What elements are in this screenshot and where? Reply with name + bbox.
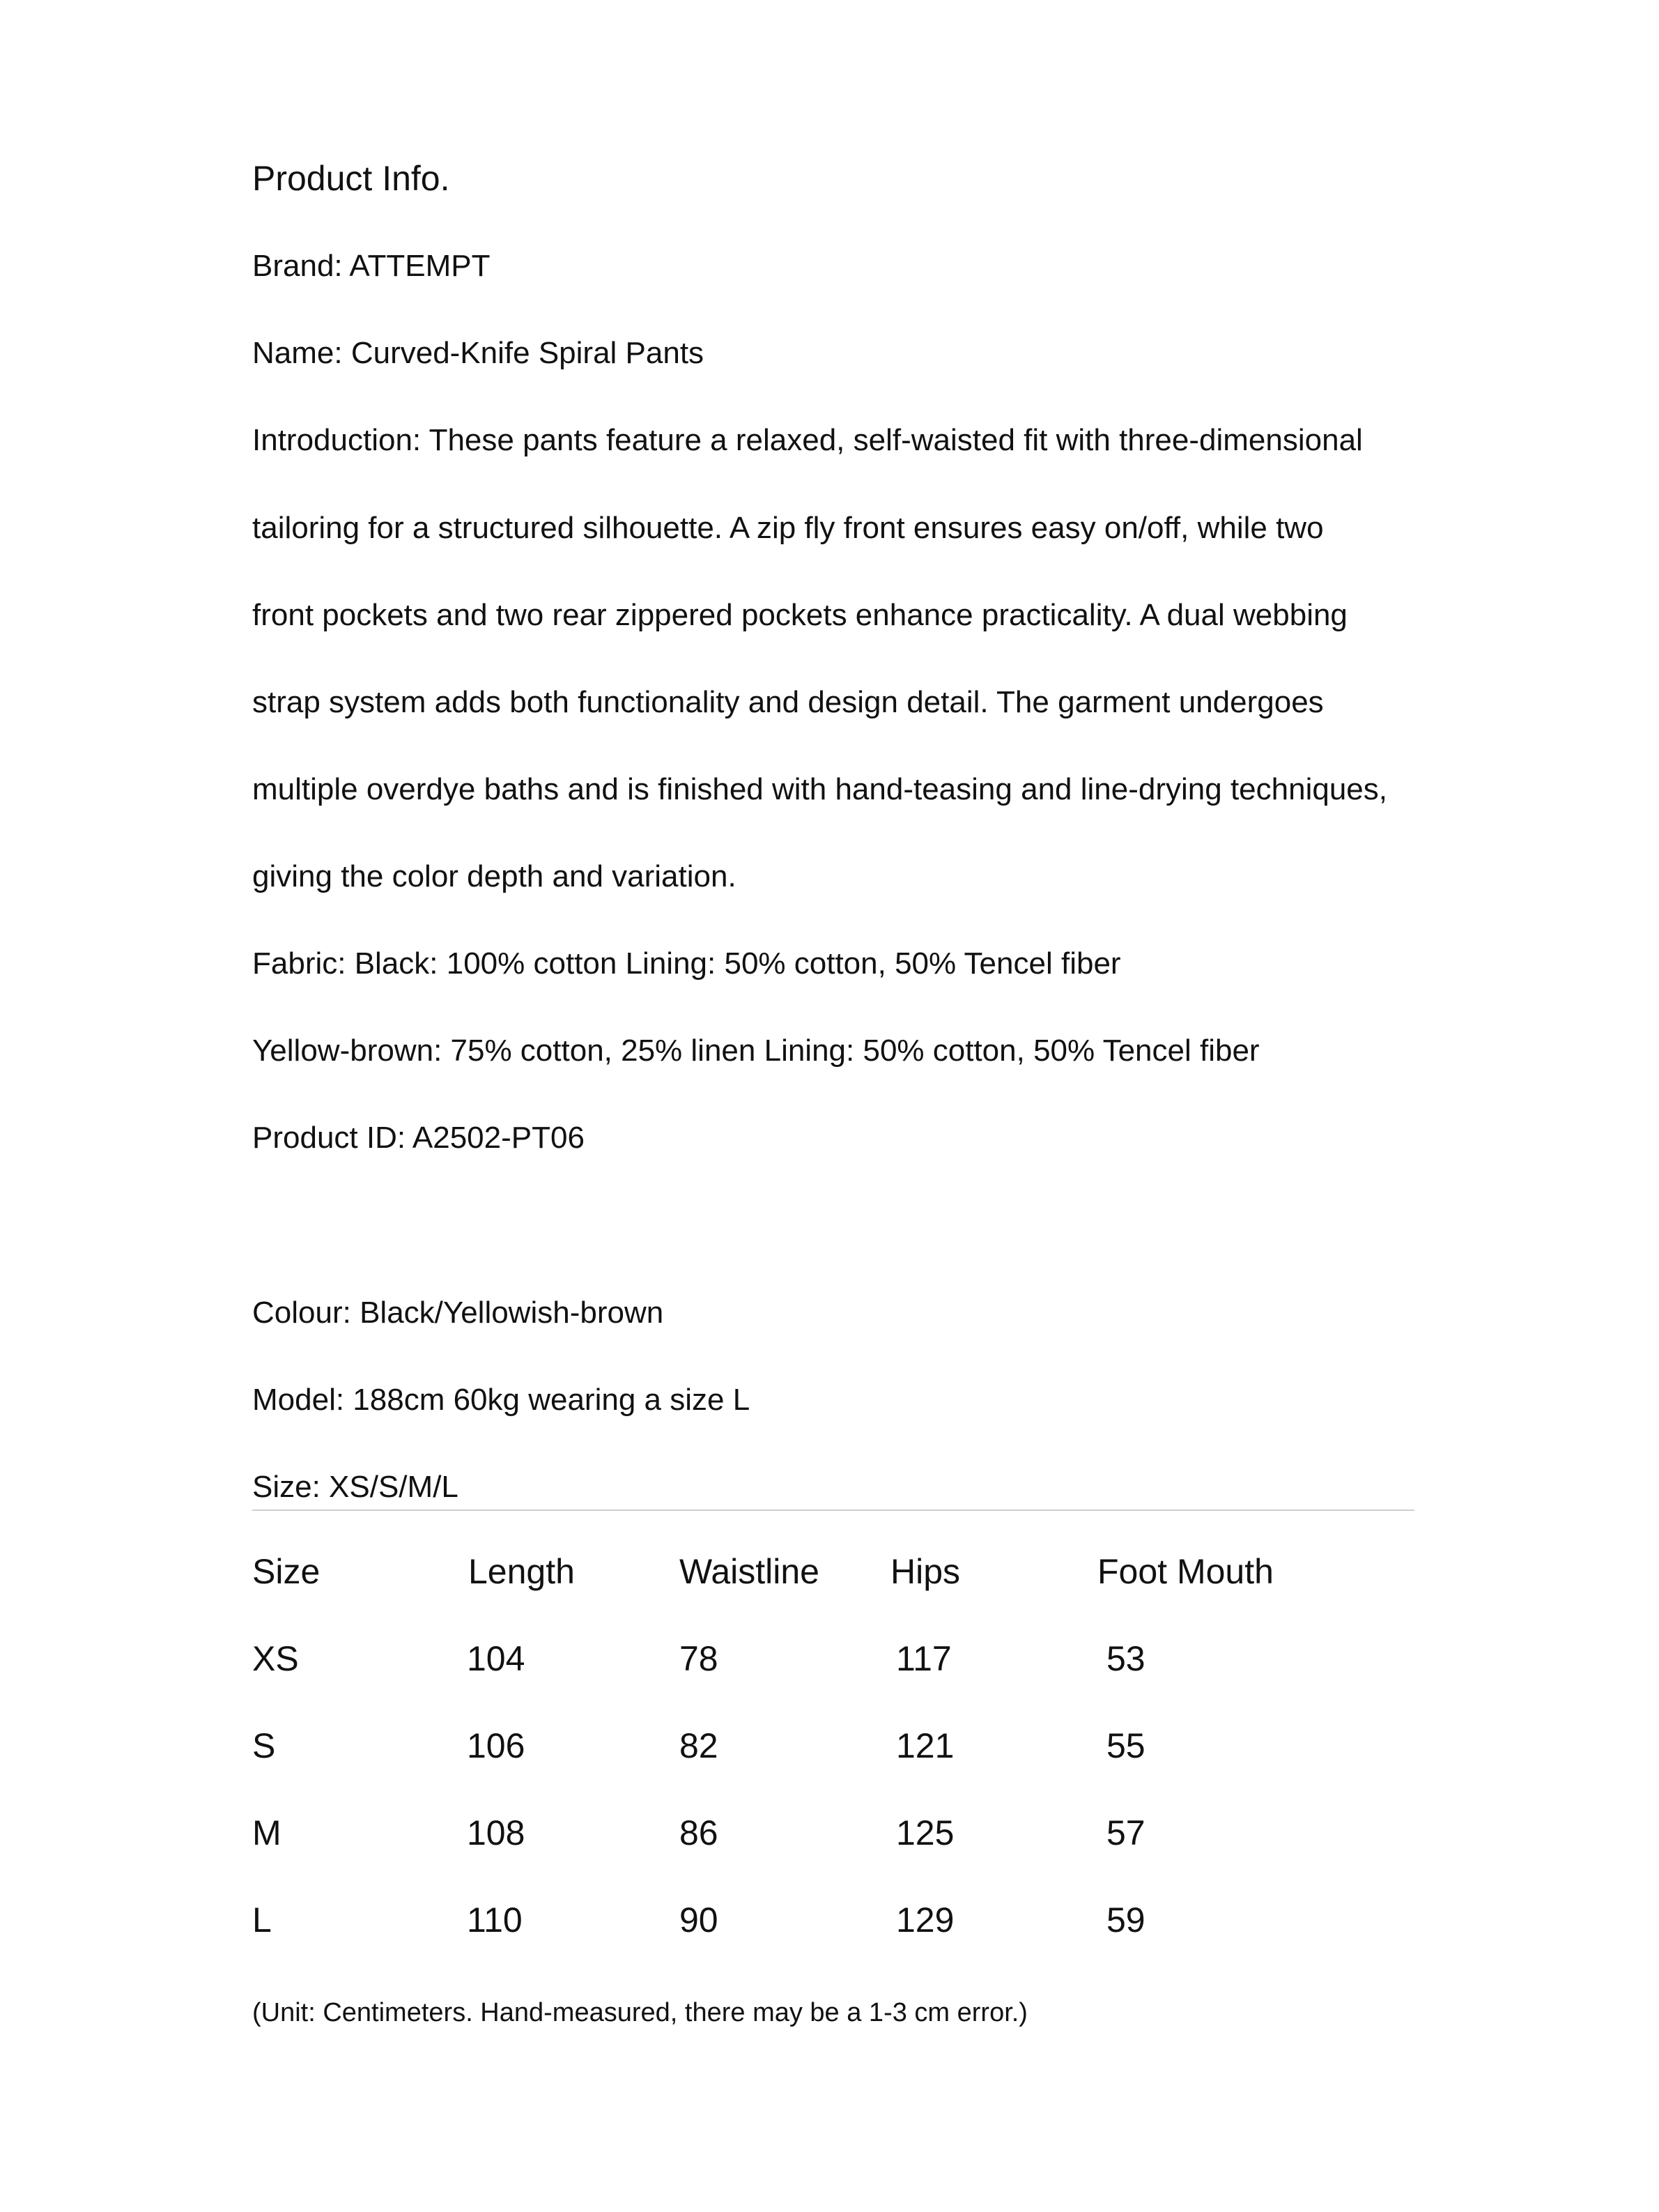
introduction-line: Introduction: These pants feature a relaxed, self-waisted fit with three-dimensional (252, 423, 1363, 457)
introduction-line: giving the color depth and variation. (252, 859, 736, 893)
table-header-hips: Hips (890, 1552, 961, 1591)
table-cell-length: 108 (467, 1813, 525, 1852)
table-cell-size: M (252, 1813, 281, 1852)
table-cell-foot-mouth: 53 (1106, 1639, 1145, 1678)
table-header-length: Length (468, 1552, 575, 1591)
introduction-line: strap system adds both functionality and design detail. The garment undergoes (252, 685, 1324, 719)
product-id-line: Product ID: A2502-PT06 (252, 1121, 585, 1155)
name-line: Name: Curved-Knife Spiral Pants (252, 336, 704, 370)
fabric-black-line: Fabric: Black: 100% cotton Lining: 50% cotton, 50% Tencel fiber (252, 946, 1121, 981)
table-cell-hips: 125 (896, 1813, 955, 1852)
table-header-foot-mouth: Foot Mouth (1097, 1552, 1274, 1591)
size-line: Size: XS/S/M/L (252, 1470, 458, 1504)
table-cell-foot-mouth: 59 (1106, 1900, 1145, 1940)
colour-line: Colour: Black/Yellowish-brown (252, 1296, 664, 1330)
fabric-yellow-brown-line: Yellow-brown: 75% cotton, 25% linen Lining: 50% cotton, 50% Tencel fiber (252, 1034, 1260, 1068)
introduction-line: tailoring for a structured silhouette. A zip fly front ensures easy on/off, while two (252, 511, 1324, 545)
model-line: Model: 188cm 60kg wearing a size L (252, 1383, 750, 1417)
table-cell-waistline: 86 (679, 1813, 718, 1852)
introduction-line: front pockets and two rear zippered pockets enhance practicality. A dual webbing (252, 598, 1348, 632)
table-cell-size: L (252, 1900, 272, 1940)
table-header-size: Size (252, 1552, 321, 1591)
table-cell-foot-mouth: 57 (1106, 1813, 1145, 1852)
table-cell-length: 110 (467, 1900, 523, 1940)
measurement-footnote: (Unit: Centimeters. Hand-measured, there may be a 1-3 cm error.) (252, 1998, 1028, 2027)
table-cell-length: 104 (467, 1639, 525, 1678)
table-cell-size: XS (252, 1639, 299, 1678)
table-header-waistline: Waistline (679, 1552, 819, 1591)
brand-line: Brand: ATTEMPT (252, 249, 491, 283)
product-info-heading: Product Info. (252, 159, 450, 198)
table-cell-hips: 121 (896, 1726, 955, 1765)
table-cell-waistline: 82 (679, 1726, 718, 1765)
table-cell-hips: 117 (896, 1639, 952, 1678)
table-cell-waistline: 78 (679, 1639, 718, 1678)
introduction-line: multiple overdye baths and is finished with hand-teasing and line-drying techniques, (252, 772, 1387, 806)
table-cell-length: 106 (467, 1726, 525, 1765)
table-cell-waistline: 90 (679, 1900, 718, 1940)
table-divider (252, 1510, 1414, 1511)
table-cell-foot-mouth: 55 (1106, 1726, 1145, 1765)
table-cell-size: S (252, 1726, 276, 1765)
table-cell-hips: 129 (896, 1900, 955, 1940)
